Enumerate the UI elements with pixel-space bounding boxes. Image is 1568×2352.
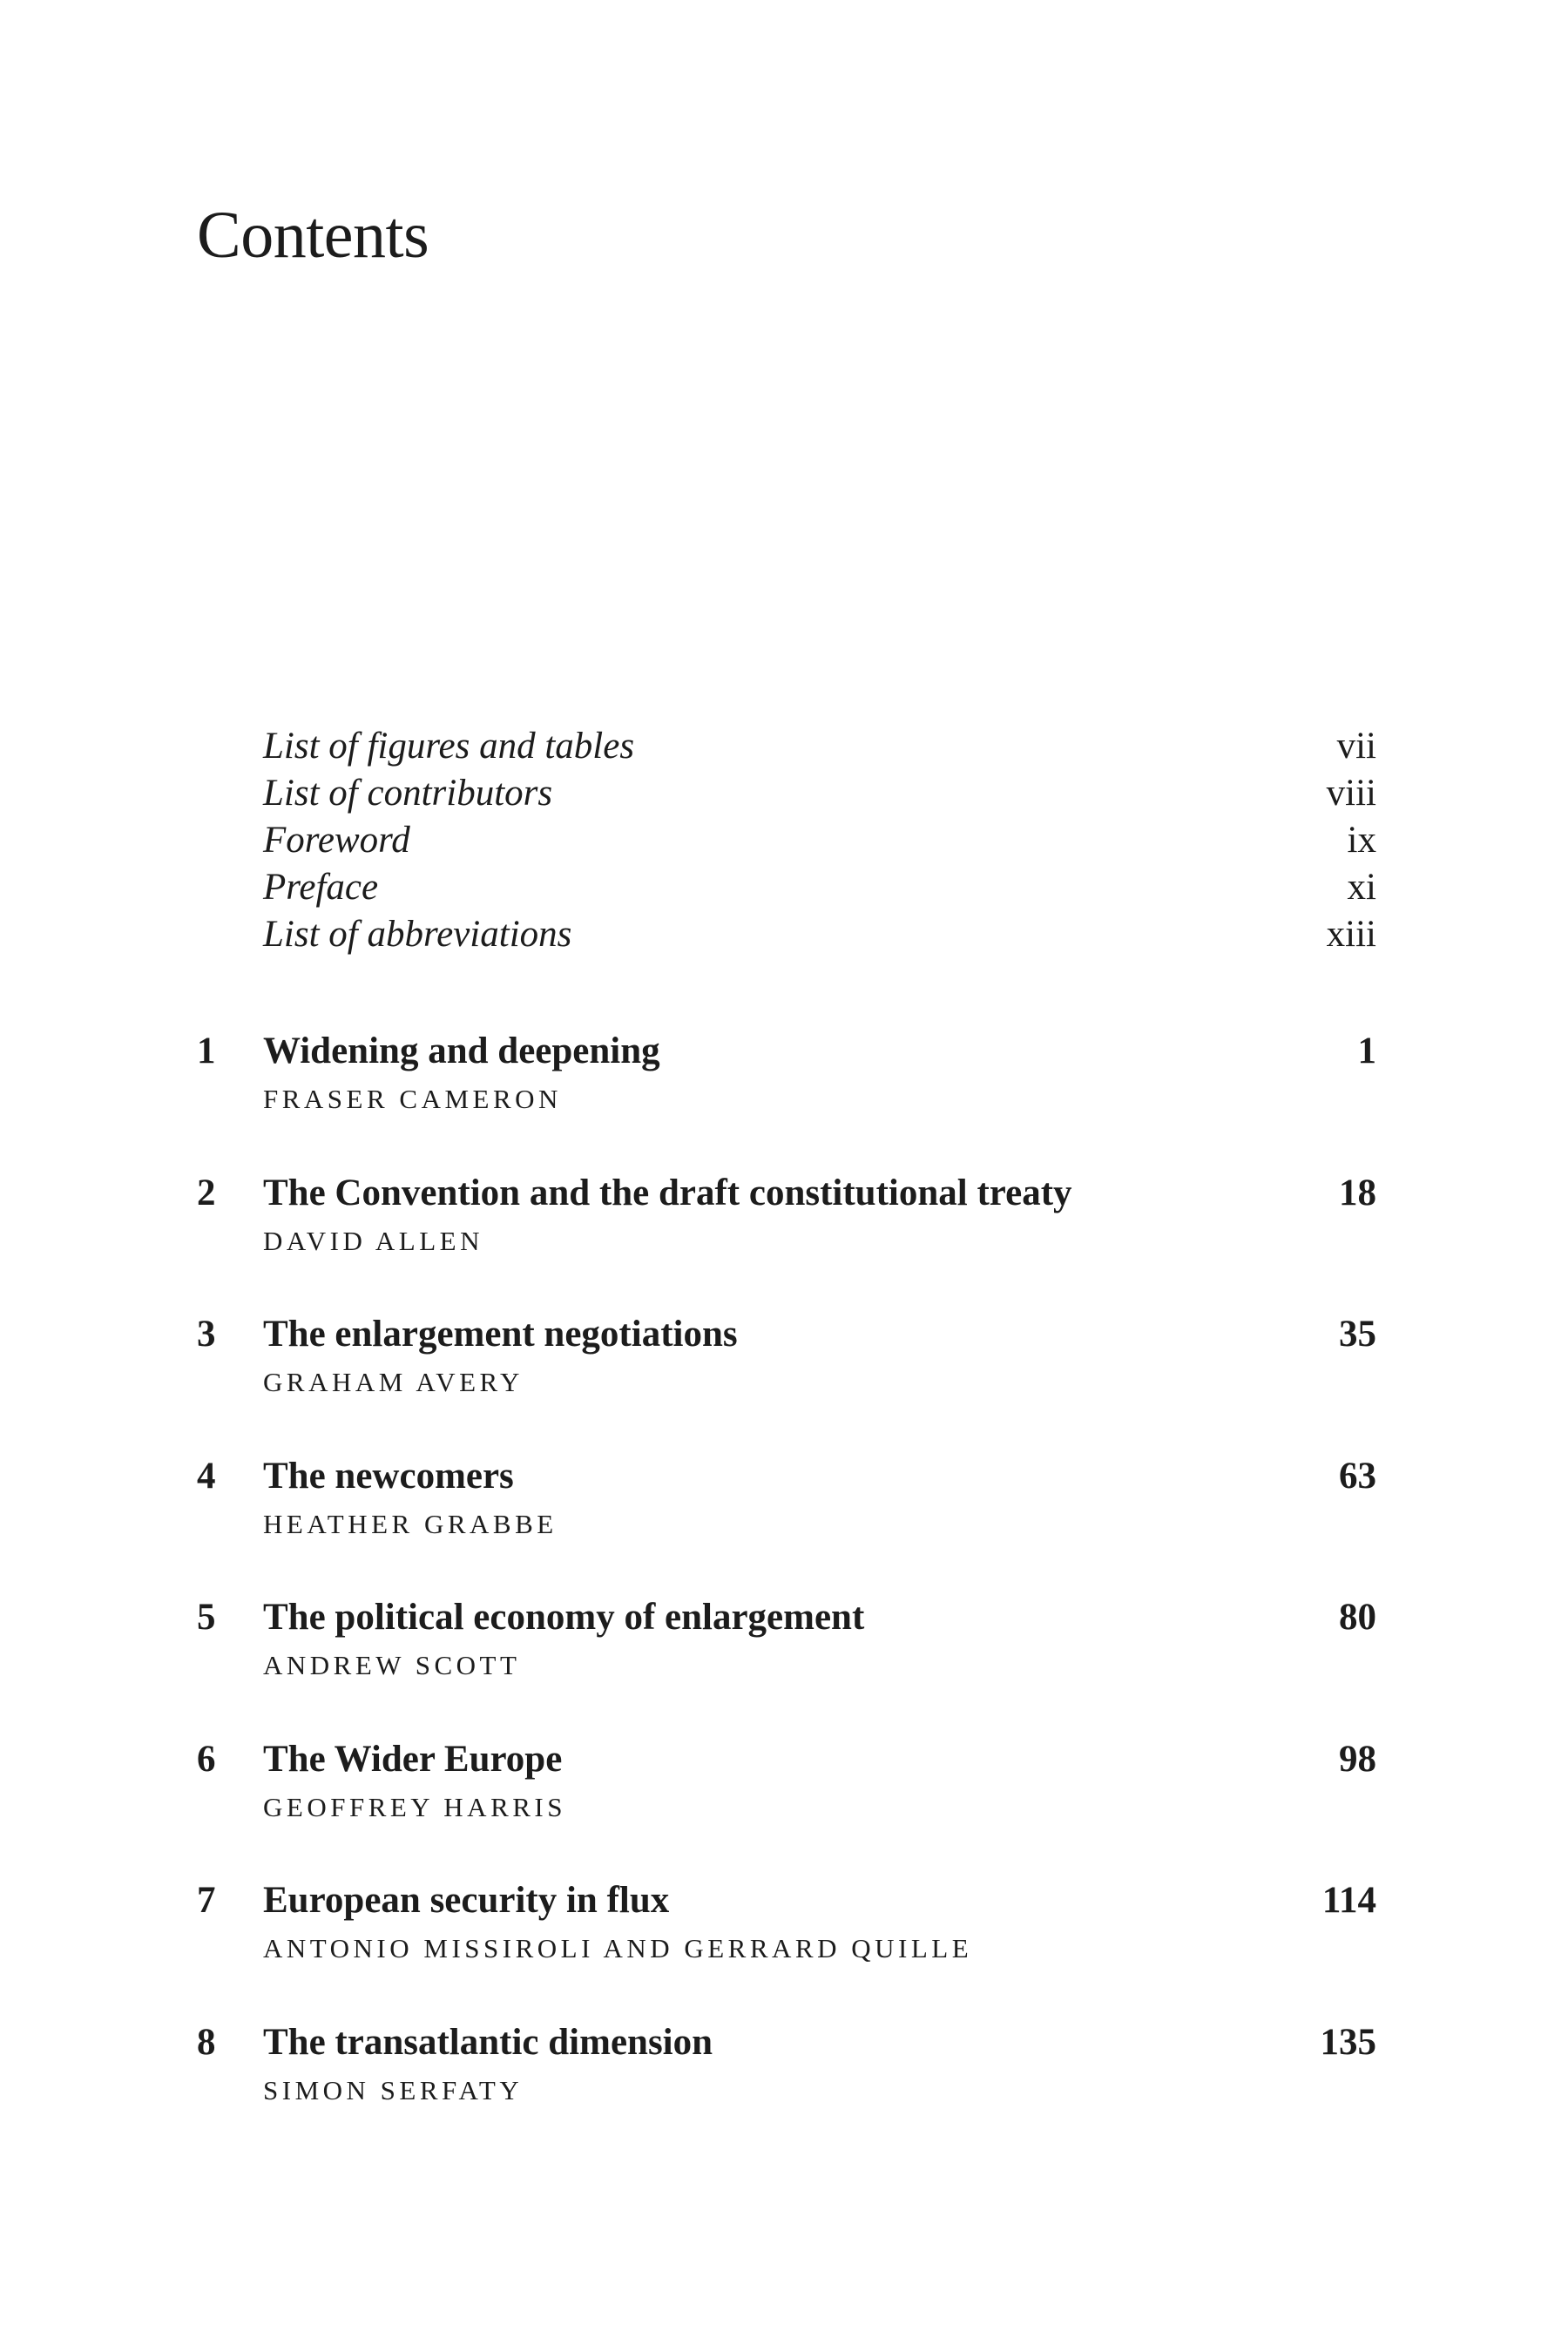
chapter-list bbox=[197, 1028, 1376, 2160]
chapter-page-number: 114 bbox=[1321, 1880, 1376, 1921]
chapter-author: GEOFFREY HARRIS bbox=[263, 1791, 566, 1822]
chapter-title: The transatlantic dimension bbox=[263, 2021, 713, 2063]
chapter-number: 3 bbox=[197, 1314, 216, 1355]
entry-title: List of abbreviations bbox=[263, 914, 572, 955]
front-matter-list bbox=[263, 723, 1376, 958]
entry-title: List of contributors bbox=[263, 773, 553, 814]
chapter-page-number: 98 bbox=[1339, 1738, 1376, 1780]
chapter-title: Widening and deepening bbox=[263, 1031, 660, 1071]
chapter-title: The newcomers bbox=[263, 1455, 514, 1497]
chapter-number: 2 bbox=[197, 1172, 216, 1213]
chapter-number: 7 bbox=[197, 1880, 216, 1921]
chapter-page-number: 18 bbox=[1339, 1172, 1376, 1213]
chapter-page-number: 1 bbox=[1357, 1031, 1376, 1071]
chapter-page-number: 80 bbox=[1339, 1597, 1376, 1638]
chapter-number: 1 bbox=[197, 1031, 216, 1071]
entry-page-number: ix bbox=[1347, 820, 1376, 861]
front-matter-entry-abbreviations[interactable] bbox=[263, 911, 1376, 958]
page-title: Contents bbox=[197, 199, 429, 272]
entry-title: List of figures and tables bbox=[263, 726, 635, 767]
chapter-number: 5 bbox=[197, 1597, 216, 1638]
chapter-author: GRAHAM AVERY bbox=[263, 1367, 524, 1397]
chapter-author: HEATHER GRABBE bbox=[263, 1508, 558, 1539]
entry-page-number: xi bbox=[1347, 867, 1376, 908]
chapter-title: The enlargement negotiations bbox=[263, 1314, 738, 1355]
chapter-page-number: 63 bbox=[1339, 1455, 1376, 1497]
chapter-entry-1[interactable] bbox=[197, 1028, 1376, 1170]
front-matter-entry-figures-tables[interactable] bbox=[263, 723, 1376, 770]
entry-page-number: xiii bbox=[1326, 914, 1376, 955]
chapter-author: SIMON SERFATY bbox=[263, 2074, 524, 2105]
chapter-author: ANTONIO MISSIROLI AND GERRARD QUILLE bbox=[263, 1933, 973, 1963]
chapter-entry-5[interactable] bbox=[197, 1594, 1376, 1736]
chapter-author: FRASER CAMERON bbox=[263, 1084, 562, 1114]
entry-page-number: viii bbox=[1326, 773, 1376, 814]
chapter-title: The political economy of enlargement bbox=[263, 1597, 865, 1638]
chapter-author: ANDREW SCOTT bbox=[263, 1650, 521, 1680]
chapter-number: 4 bbox=[197, 1455, 216, 1497]
chapter-title: European security in flux bbox=[263, 1880, 670, 1921]
chapter-title: The Wider Europe bbox=[263, 1738, 563, 1780]
chapter-number: 6 bbox=[197, 1738, 216, 1780]
chapter-entry-8[interactable] bbox=[197, 2019, 1376, 2161]
chapter-entry-2[interactable] bbox=[197, 1170, 1376, 1312]
chapter-entry-3[interactable] bbox=[197, 1311, 1376, 1453]
front-matter-entry-preface[interactable] bbox=[263, 864, 1376, 911]
chapter-page-number: 35 bbox=[1339, 1314, 1376, 1355]
chapter-author: DAVID ALLEN bbox=[263, 1225, 483, 1256]
entry-title: Foreword bbox=[263, 820, 410, 861]
front-matter-entry-contributors[interactable] bbox=[263, 770, 1376, 817]
chapter-entry-4[interactable] bbox=[197, 1453, 1376, 1595]
front-matter-entry-foreword[interactable] bbox=[263, 817, 1376, 864]
chapter-entry-6[interactable] bbox=[197, 1736, 1376, 1878]
entry-title: Preface bbox=[263, 867, 379, 908]
chapter-entry-7[interactable] bbox=[197, 1877, 1376, 2019]
entry-page-number: vii bbox=[1336, 726, 1376, 767]
chapter-page-number: 135 bbox=[1320, 2021, 1376, 2063]
chapter-number: 8 bbox=[197, 2021, 216, 2063]
chapter-title: The Convention and the draft constitutional treaty bbox=[263, 1172, 1072, 1213]
